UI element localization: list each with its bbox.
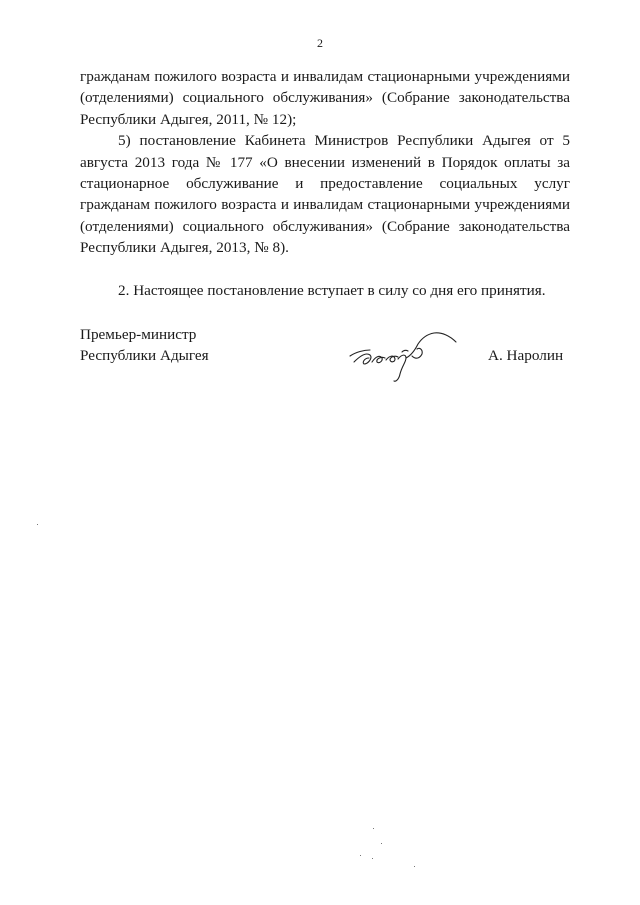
signatory-name: А. Наролин xyxy=(488,347,564,364)
signatory-title-line-1: Премьер-министр xyxy=(80,326,197,343)
page-number: 2 xyxy=(317,36,323,50)
paragraph-item-5: 5) постановление Кабинета Министров Республики Адыгея от 5 августа 2013 года № 177 «О внесении изменений в Порядок оплаты за стационарное обслуживание и предоставление социальных услуг гражданам пожилого возраста и инвалидам стационарными учреждениями (отделениями) социального обслуживания» (Собрание законодательства Республики Адыгея, 2013, № 8). xyxy=(80,132,570,257)
paragraph-item-2: 2. Настоящее постановление вступает в силу со дня его принятия. xyxy=(118,281,546,299)
document-body xyxy=(80,66,570,301)
scan-speck xyxy=(37,524,38,525)
signatory-title-line-2: Республики Адыгея xyxy=(80,347,209,364)
handwritten-signature-icon xyxy=(340,322,470,384)
signatory-title xyxy=(80,324,209,366)
scan-speck xyxy=(381,843,382,844)
scan-speck xyxy=(373,828,374,829)
scan-speck xyxy=(372,858,373,859)
scan-speck xyxy=(414,866,415,867)
paragraph-continuation: гражданам пожилого возраста и инвалидам стационарными учреждениями (отделениями) социального обслуживания» (Собрание законодательства Республики Адыгея, 2011, № 12); xyxy=(80,68,570,128)
scan-speck xyxy=(360,855,361,856)
